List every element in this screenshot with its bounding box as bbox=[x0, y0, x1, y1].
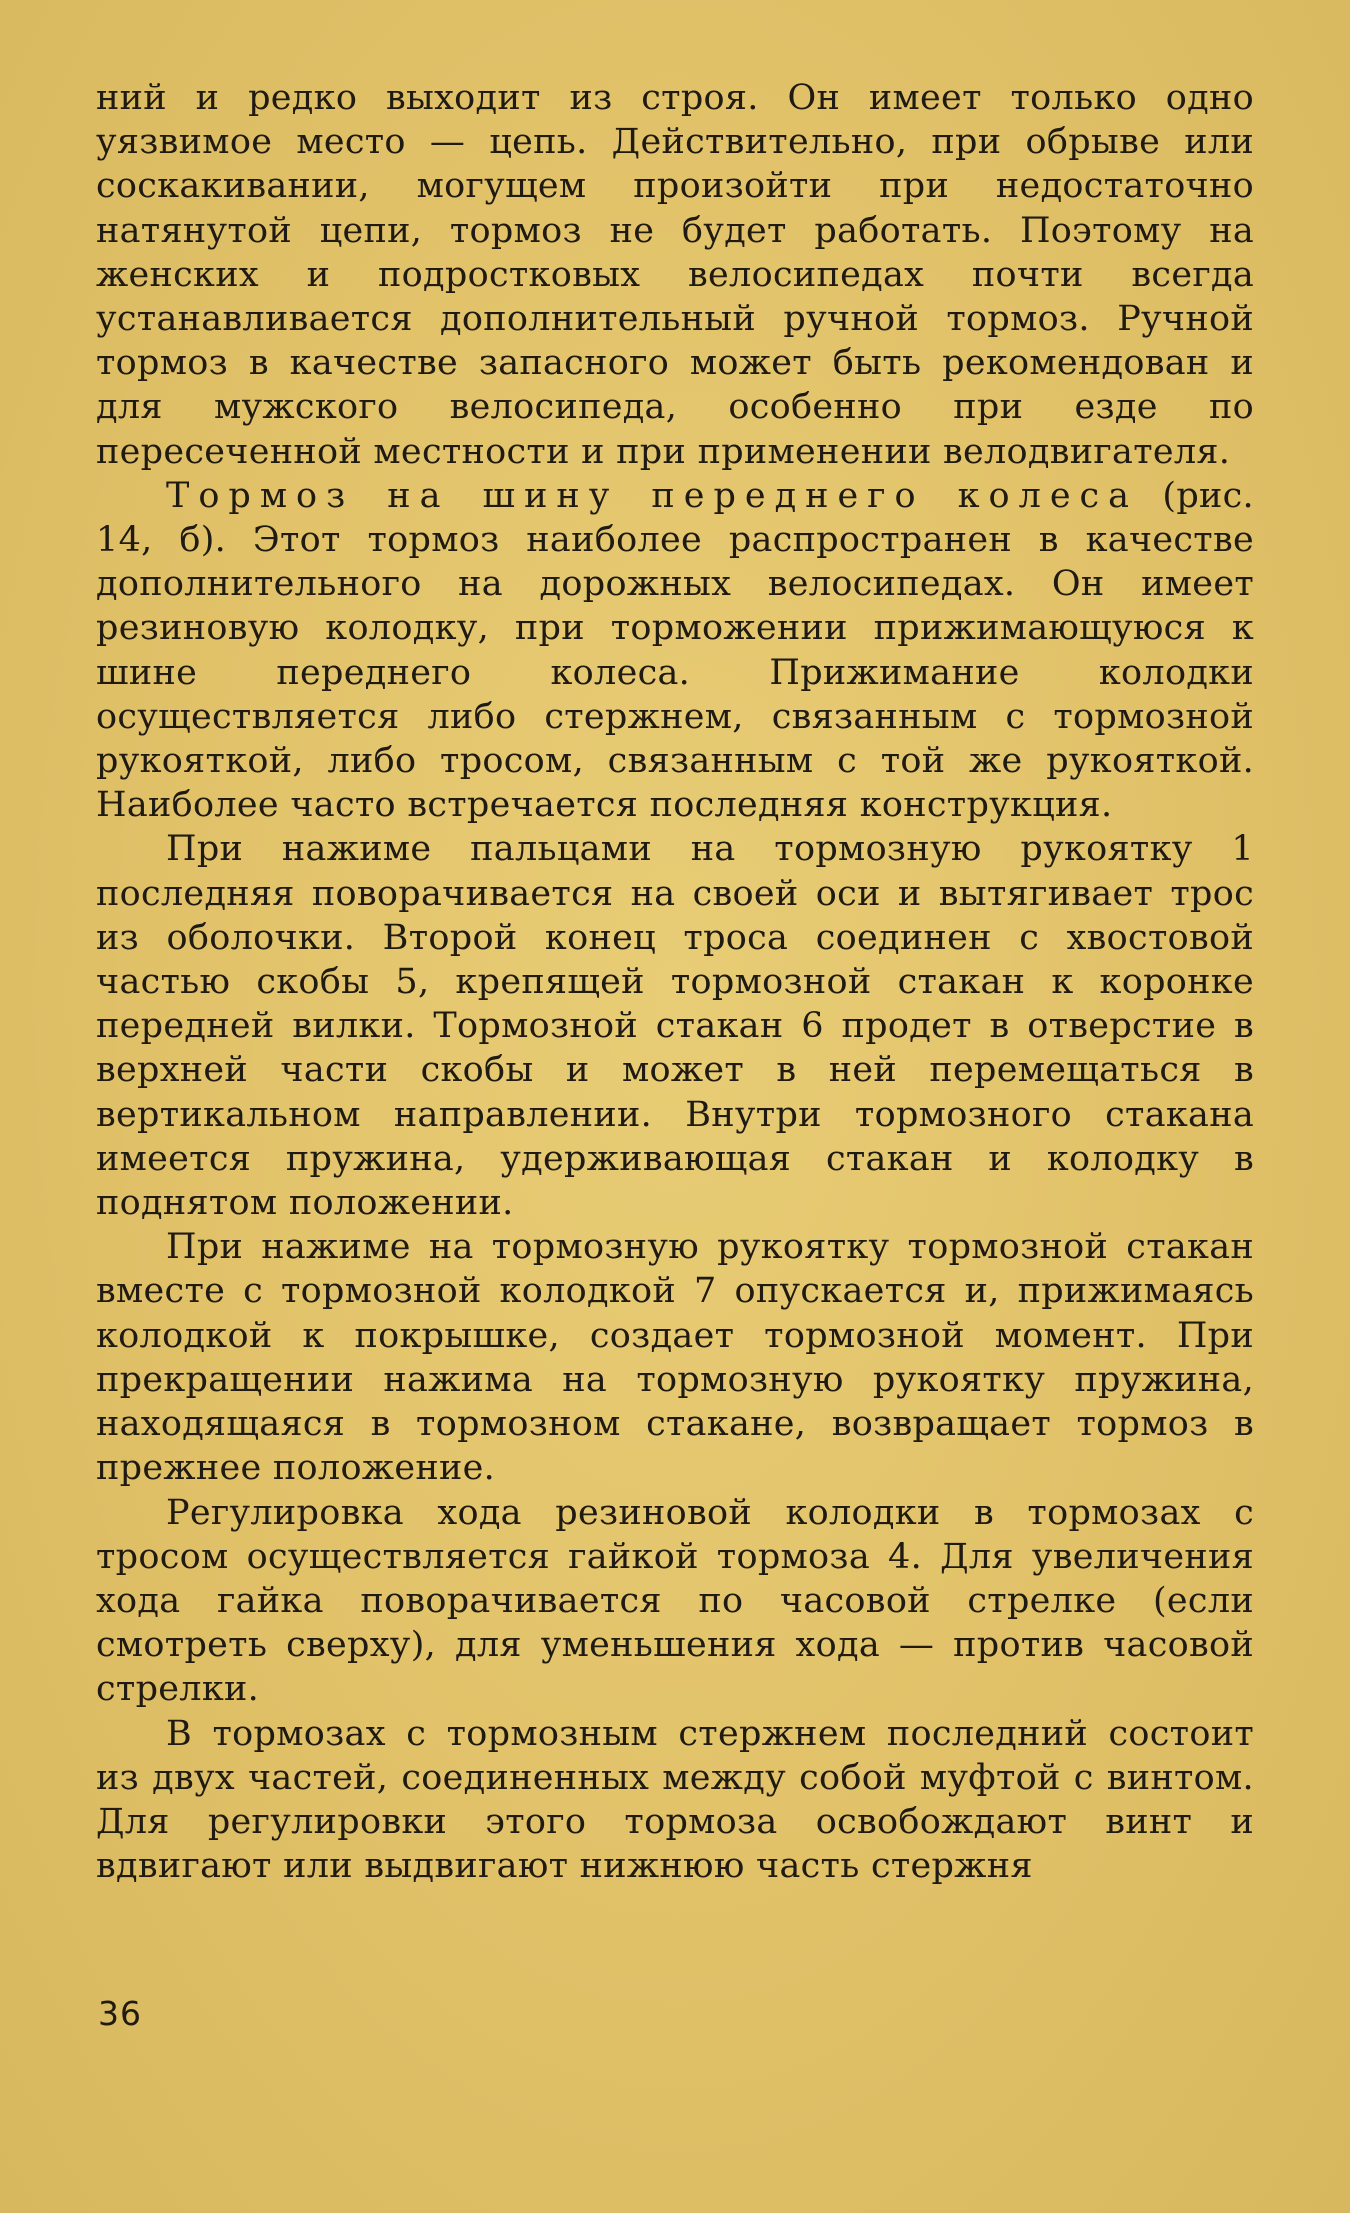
paragraph-3 bbox=[96, 827, 1254, 1225]
paragraph-6-text: В тормозах с тормозным стержнем последний состоит из двух частей, соединенных между собой муфтой с винтом. Для регулировки этого тормоза освобождают винт и вдвигают или выдвигают нижнюю часть стержня bbox=[96, 1713, 1254, 1887]
paragraph-1-text: ний и редко выходит из строя. Он имеет только одно уязвимое место — цепь. Действительно, при обрыве или соскакивании, могущем произойти при недостаточно натянутой цепи, тормоз не будет работать. Поэтому на женских и подростковых велосипедах почти всегда устанавливается дополнительный ручной тормоз. Ручной тормоз в качестве запасного может быть рекомендован и для мужского велосипеда, особенно при езде по пересеченной местности и при применении велодвигателя. bbox=[96, 78, 1254, 472]
section-heading: Тормоз на шину переднего колеса bbox=[166, 475, 1138, 516]
paragraph-2-text: (рис. 14, б). Этот тормоз наиболее распространен в качестве дополнительного на дорожных велосипедах. Он имеет резиновую колодку, при торможении прижимающуюся к шине переднего колеса. Прижимание колодки осуществляется либо стержнем, связанным с тормозной рукояткой, либо тросом, связанным с той же рукояткой. Наиболее часто встречается последняя конструкция. bbox=[96, 475, 1254, 826]
body-text bbox=[96, 76, 1254, 1888]
paragraph-1 bbox=[96, 76, 1254, 474]
paragraph-6 bbox=[96, 1712, 1254, 1889]
paragraph-5 bbox=[96, 1491, 1254, 1712]
paragraph-3-text: При нажиме пальцами на тормозную рукоятку 1 последняя поворачивается на своей оси и вытягивает трос из оболочки. Второй конец троса соединен с хвостовой частью скобы 5, крепящей тормозной стакан к коронке передней вилки. Тормозной стакан 6 продет в отверстие в верхней части скобы и может в ней перемещаться в вертикальном направлении. Внутри тормозного стакана имеется пружина, удерживающая стакан и колодку в поднятом положении. bbox=[96, 829, 1254, 1224]
paragraph-4 bbox=[96, 1225, 1254, 1490]
paragraph-5-text: Регулировка хода резиновой колодки в тормозах с тросом осуществляется гайкой тормоза 4. Для увеличения хода гайка поворачивается по часовой стрелке (если смотреть сверху), для уменьшения хода — против часовой стрелки. bbox=[96, 1492, 1254, 1710]
paragraph-4-text: При нажиме на тормозную рукоятку тормозной стакан вместе с тормозной колодкой 7 опускается и, прижимаясь колодкой к покрышке, создает тормозной момент. При прекращении нажима на тормозную рукоятку пружина, находящаяся в тормозном стакане, возвращает тормоз в прежнее положение. bbox=[96, 1227, 1254, 1489]
paragraph-2 bbox=[96, 474, 1254, 828]
page-number: 36 bbox=[98, 1994, 142, 2033]
